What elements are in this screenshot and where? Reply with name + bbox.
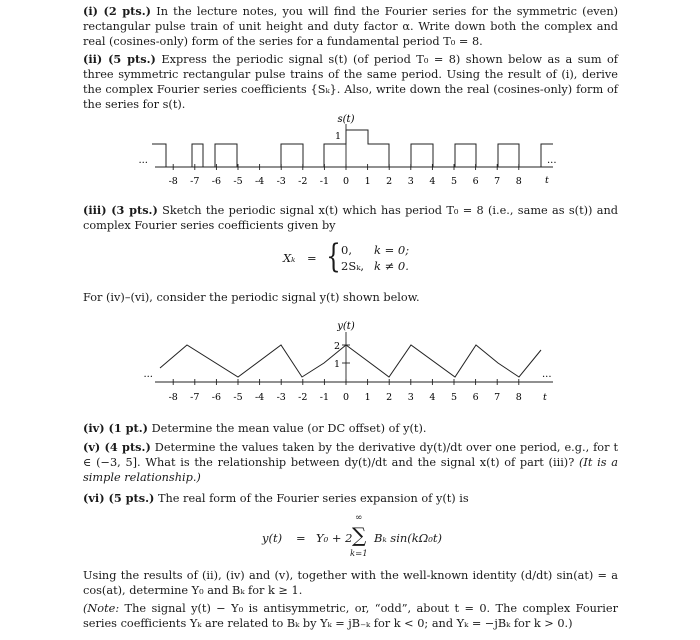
eq-yt-lhs: y(t) xyxy=(262,531,283,545)
s-ellipsis-right: ... xyxy=(547,155,557,166)
y-tick-label: -4 xyxy=(254,392,265,403)
intro-y: For (iv)–(vi), consider the periodic signal y(t) shown below. xyxy=(83,291,420,304)
part-v xyxy=(83,440,618,485)
eq-xk-brace: { xyxy=(326,236,341,275)
s-tick-label: -8 xyxy=(168,176,178,187)
part-iv-text: Determine the mean value (or DC offset) of y(t). xyxy=(151,422,427,435)
eq-yt-sum-symbol: ∑ xyxy=(352,523,367,547)
s-tick-label: 4 xyxy=(429,176,436,187)
y-tick-label: 3 xyxy=(407,392,414,403)
s-xlabel: t xyxy=(545,175,549,186)
part-v-hint: (It is a simple relationship.) xyxy=(83,456,618,484)
note-text: The signal y(t) − Y₀ is antisymmetric, or, “odd”, about t = 0. The complex Fourier series coefficients Yₖ are related to Bₖ by Yₖ = jB₋ₖ for k < 0; and Yₖ = −jBₖ for k > 0.) xyxy=(83,602,619,630)
y-tick-label: -8 xyxy=(168,392,178,403)
eq-yt-rhs-b: Bₖ sin(kΩ₀t) xyxy=(374,531,442,545)
y-tick-label: 7 xyxy=(494,392,501,403)
s-signal-trace xyxy=(152,130,553,167)
eq-xk-case1-cond: k = 0; xyxy=(374,243,410,257)
y-xlabel: t xyxy=(543,392,547,403)
y-tick-label: 8 xyxy=(515,392,522,403)
s-tick-label: 0 xyxy=(342,176,350,187)
note-label: (Note: xyxy=(83,602,120,615)
s-tick-label: 5 xyxy=(450,176,458,187)
y-tick-label: -6 xyxy=(211,392,222,403)
eq-yt-sum-top: ∞ xyxy=(355,513,363,523)
s-tick-label: 8 xyxy=(515,176,522,187)
eq-xk-lhs: Xₖ xyxy=(283,251,296,265)
eq-yt-rhs-a: Y₀ + 2 xyxy=(316,531,353,545)
s-tick-label: -6 xyxy=(211,176,222,187)
part-v-text: Determine the values taken by the derivative dy(t)/dt over one period, e.g., for t ∈ (−3, 5]. What is the relationship between dy(t)/dt and the signal x(t) of part (iii)? xyxy=(83,441,618,469)
equation-yt xyxy=(262,513,462,559)
s-tick-label: -2 xyxy=(298,176,308,187)
y-tick-label: 5 xyxy=(450,392,458,403)
s-height-label: 1 xyxy=(334,131,341,142)
y-tick-label: -2 xyxy=(298,392,308,403)
s-ellipsis-left: ... xyxy=(138,155,148,166)
y-tick-label: -5 xyxy=(233,392,243,403)
s-tick-label: 6 xyxy=(472,176,479,187)
y-signal-trace xyxy=(160,345,541,377)
part-ii-text: Express the periodic signal s(t) (of period T₀ = 8) shown below as a sum of three symmetric rectangular pulse trains of the same period. Using the result of (i), derive the complex Fourier series coefficients {Sₖ}. Also, write down the real (cosines-only) form of the series for s(t). xyxy=(83,53,618,111)
eq-yt-sum-bottom: k=1 xyxy=(350,549,368,559)
eq-xk-case2-val: 2Sₖ, xyxy=(341,259,365,273)
part-v-label: (v) (4 pts.) xyxy=(83,440,151,454)
s-tick-label: 3 xyxy=(407,176,414,187)
y-tick-label: -3 xyxy=(276,392,286,403)
part-i-label: (i) (2 pts.) xyxy=(83,4,152,18)
equation-xk xyxy=(283,236,443,277)
part-iv xyxy=(83,421,618,436)
closing-note xyxy=(83,601,618,631)
y-level2-label: 2 xyxy=(333,341,340,352)
y-ellipsis-left: ... xyxy=(143,369,153,380)
y-ellipsis-right: ... xyxy=(542,369,552,380)
s-tick-label: -7 xyxy=(190,176,200,187)
part-ii-label: (ii) (5 pts.) xyxy=(83,52,156,66)
eq-xk-case1-val: 0, xyxy=(341,243,352,257)
figure-s-signal xyxy=(0,110,700,195)
y-tick-label: -7 xyxy=(190,392,200,403)
part-iii-label: (iii) (3 pts.) xyxy=(83,203,158,217)
part-vi xyxy=(83,491,618,506)
y-ylabel: y(t) xyxy=(337,321,355,332)
y-tick-label: 4 xyxy=(429,392,436,403)
y-tick-label: -1 xyxy=(319,392,330,403)
y-tick-group xyxy=(169,379,522,403)
part-vi-text: The real form of the Fourier series expansion of y(t) is xyxy=(157,492,469,505)
s-tick-label: 1 xyxy=(364,176,371,187)
s-tick-label: 2 xyxy=(386,176,393,187)
part-iii-text: Sketch the periodic signal x(t) which has period T₀ = 8 (i.e., same as s(t)) and complex Fourier series coefficients given by xyxy=(83,204,618,232)
y-tick-label: 0 xyxy=(342,392,350,403)
s-tick-label: -5 xyxy=(233,176,243,187)
part-iii xyxy=(83,203,618,233)
eq-xk-equals: = xyxy=(307,251,317,265)
part-i xyxy=(83,4,618,49)
s-tick-label: 7 xyxy=(494,176,501,187)
part-ii xyxy=(83,52,618,112)
part-i-text: In the lecture notes, you will find the Fourier series for the symmetric (even) rectangular pulse train of unit height and duty factor α. Write down both the complex and real (cosines-only) form of the series for a fundamental period T₀ = 8. xyxy=(83,5,619,48)
eq-xk-case2-cond: k ≠ 0. xyxy=(374,259,409,273)
y-tick-label: 6 xyxy=(472,392,479,403)
y-tick-label: 1 xyxy=(364,392,371,403)
y-level1-label: 1 xyxy=(333,359,340,370)
y-tick-label: 2 xyxy=(386,392,393,403)
part-iv-label: (iv) (1 pt.) xyxy=(83,421,149,435)
s-tick-label: -3 xyxy=(276,176,286,187)
s-tick-label: -4 xyxy=(254,176,265,187)
part-vi-label: (vi) (5 pts.) xyxy=(83,491,155,505)
closing-text: Using the results of (ii), (iv) and (v), together with the well-known identity (d/dt) sin(at) = a cos(at), determine Y₀ and Bₖ for k ≥ 1. xyxy=(83,569,618,597)
s-ylabel: s(t) xyxy=(337,114,355,125)
eq-yt-equals: = xyxy=(296,531,306,545)
figure-y-signal xyxy=(0,315,700,410)
s-tick-label: -1 xyxy=(319,176,330,187)
